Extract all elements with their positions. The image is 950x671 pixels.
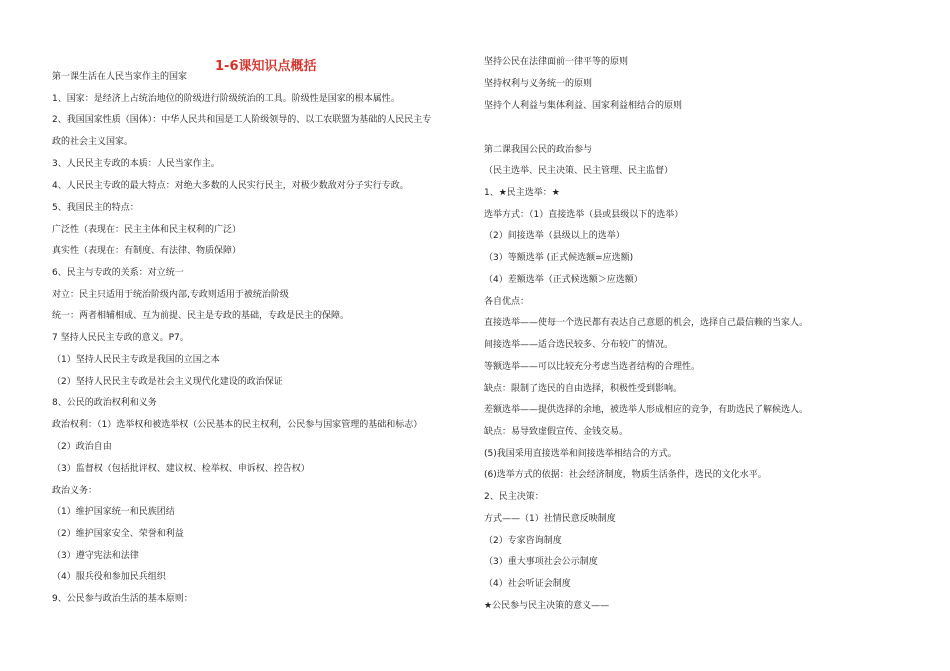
text-line: 2、民主决策：	[484, 492, 544, 502]
text-line: 广泛性（表现在：民主主体和民主权利的广泛）	[52, 225, 242, 235]
text-line: （4）社会听证会制度	[484, 579, 571, 589]
text-line: （2）间接选举（县级以上的选举）	[484, 231, 625, 241]
page-title: 1-6课知识点概括	[215, 59, 317, 74]
text-line: （3）等额选举 (正式候选额=应选额)	[484, 253, 634, 263]
text-line: 9、公民参与政治生活的基本原则：	[52, 594, 193, 604]
text-line: 差额选举——提供选择的余地，被选举人形成相应的竞争，有助选民了解候选人。	[484, 405, 809, 415]
text-line: 第二课我国公民的政治参与	[484, 145, 593, 155]
text-line: 直接选举——使每一个选民都有表达自己意愿的机会，选择自己最信赖的当家人。	[484, 318, 809, 328]
text-line: 7 坚持人民民主专政的意义。P7。	[52, 333, 189, 343]
text-line: 2、我国国家性质（国体）：中华人民共和国是工人阶级领导的、以工农联盟为基础的人民民主专	[52, 115, 432, 125]
text-line: ★公民参与民主决策的意义——	[484, 601, 610, 611]
text-line: （民主选举、民主决策、民主管理、民主监督）	[484, 166, 674, 176]
text-line: (6)选举方式的依据：社会经济制度，物质生活条件，选民的文化水平。	[484, 470, 767, 480]
text-line: （1）维护国家统一和民族团结	[52, 507, 175, 517]
text-line: （2）坚持人民民主专政是社会主义现代化建设的政治保证	[52, 377, 283, 387]
text-line: 方式——（1）社情民意反映制度	[484, 514, 616, 524]
text-line: 3、人民民主专政的本质：人民当家作主。	[52, 159, 220, 169]
text-line: 坚持个人利益与集体利益、国家利益相结合的原则	[484, 101, 683, 111]
text-line: 第一课生活在人民当家作主的国家	[52, 72, 188, 82]
text-line: 1、国家：是经济上占统治地位的阶级进行阶级统治的工具。阶级性是国家的根本属性。	[52, 94, 400, 104]
text-line: (5)我国采用直接选举和间接选举相结合的方式。	[484, 449, 677, 459]
text-line: （2）维护国家安全、荣誉和利益	[52, 529, 184, 539]
text-line: 政的社会主义国家。	[52, 137, 134, 147]
text-line: （1）坚持人民民主专政是我国的立国之本	[52, 355, 220, 365]
text-line: 间接选举——适合选民较多、分布较广的情况。	[484, 340, 674, 350]
text-line: 坚持公民在法律面前一律平等的原则	[484, 57, 629, 67]
text-line: （2）专家咨询制度	[484, 536, 562, 546]
text-line: 政治义务：	[52, 486, 98, 496]
text-line: 8、公民的政治权利和义务	[52, 398, 157, 408]
text-line: 缺点：限制了选民的自由选择，积极性受到影响。	[484, 384, 683, 394]
text-line: （3）遵守宪法和法律	[52, 551, 139, 561]
text-line: 4、人民民主专政的最大特点：对绝大多数的人民实行民主，对极少数敌对分子实行专政。	[52, 181, 409, 191]
text-line: 真实性（表现在：有制度、有法律、物质保障）	[52, 246, 242, 256]
text-line: 等额选举——可以比较充分考虑当选者结构的合理性。	[484, 362, 701, 372]
text-line: （3）重大事项社会公示制度	[484, 557, 598, 567]
text-line: 各自优点：	[484, 297, 530, 307]
text-line: 6、民主与专政的关系：对立统一	[52, 268, 184, 278]
text-line: 5、我国民主的特点：	[52, 203, 139, 213]
text-line: 坚持权利与义务统一的原则	[484, 79, 593, 89]
text-line: 选举方式：（1）直接选举（县或县级以下的选举）	[484, 210, 684, 220]
text-line: （2）政治自由	[52, 442, 112, 452]
text-line: （4）服兵役和参加民兵组织	[52, 572, 166, 582]
text-line: 统一：两者相辅相成、互为前提、民主是专政的基础，专政是民主的保障。	[52, 311, 350, 321]
text-line: （3）监督权（包括批评权、建议权、检举权、申诉权、控告权）	[52, 464, 310, 474]
text-line: 缺点：易导致虚假宣传、金钱交易。	[484, 427, 629, 437]
text-line: 对立：民主只适用于统治阶级内部,专政则适用于被统治阶级	[52, 290, 289, 300]
text-line: （4）差额选举（正式候选额＞应选额）	[484, 275, 643, 285]
text-line: 1、★民主选举：★	[484, 188, 560, 198]
text-line: 政治权利：（1）选举权和被选举权（公民基本的民主权利，公民参与国家管理的基础和标志）	[52, 420, 423, 430]
